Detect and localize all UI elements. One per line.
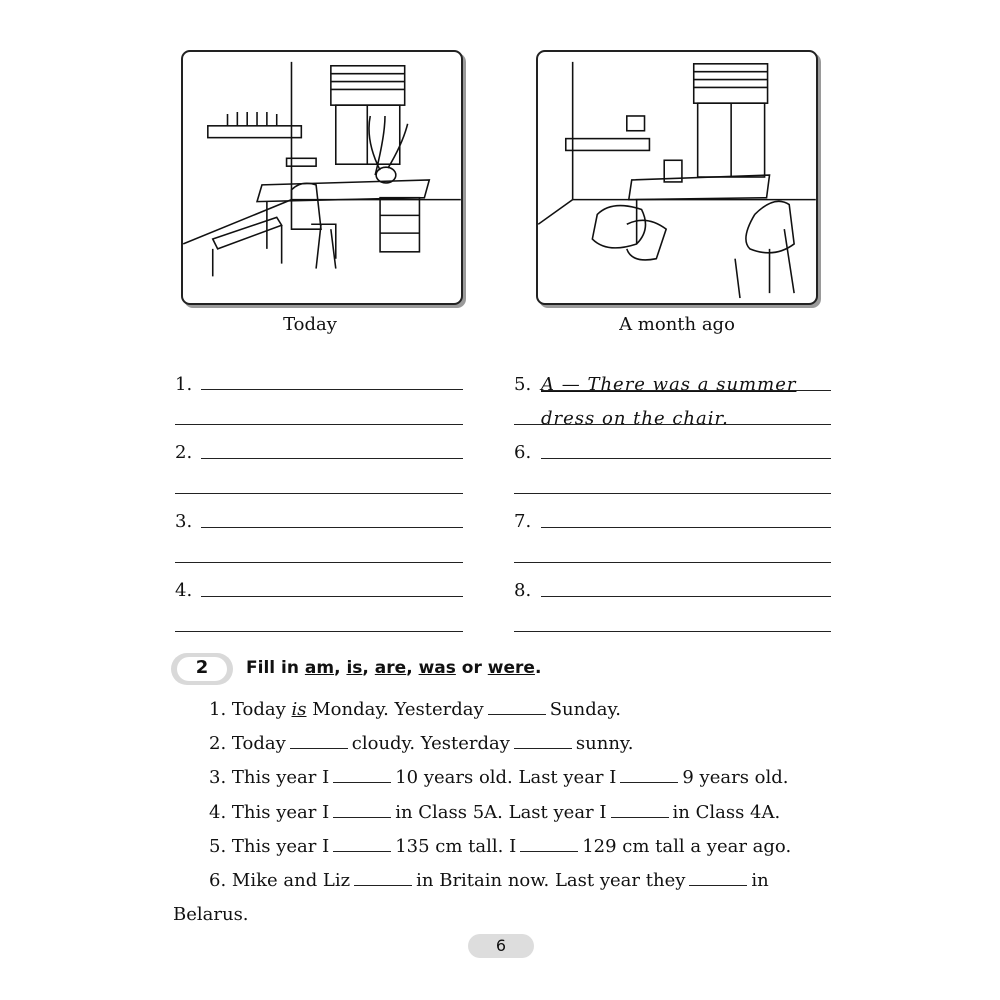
item-text: in Class 4A. [672, 802, 781, 823]
item-text: 129 cm tall a year ago. [582, 836, 792, 857]
exercise-item-2 [209, 733, 633, 754]
blank-field[interactable] [689, 871, 747, 886]
exercise-item-6 [209, 870, 769, 891]
blank-field[interactable] [488, 700, 546, 715]
answer-number: 8. [514, 580, 532, 601]
answer-2-line-b[interactable] [175, 493, 463, 494]
answer-3-line-b[interactable] [175, 562, 463, 563]
item-text: 9 years old. [682, 767, 789, 788]
exercise-number: 2 [195, 657, 209, 678]
exercise-item-3 [209, 767, 789, 788]
item-text: in [751, 870, 769, 891]
answer-8-line-b[interactable] [514, 631, 831, 632]
blank-field[interactable] [514, 734, 572, 749]
blank-field[interactable] [611, 803, 669, 818]
room-today-illustration [183, 52, 461, 303]
answer-number: 2. [175, 442, 193, 463]
answer-7-line-b[interactable] [514, 562, 831, 563]
answer-7-line-a[interactable] [541, 527, 831, 528]
answer-6-line-b[interactable] [514, 493, 831, 494]
answer-1-line-a[interactable] [201, 389, 463, 390]
answer-number: 3. [175, 511, 193, 532]
item-text: 4. This year I [209, 802, 330, 823]
item-text: Monday. Yesterday [306, 699, 484, 720]
blank-field[interactable] [333, 768, 391, 783]
answer-5-example-line1: A — There was a summer [541, 374, 797, 395]
answer-5-line-b [514, 424, 831, 425]
answer-number: 1. [175, 374, 193, 395]
answer-2-line-a[interactable] [201, 458, 463, 459]
item-text: 6. Mike and Liz [209, 870, 351, 891]
answer-5-example-line2: dress on the chair. [541, 408, 729, 429]
exercise-instruction: Fill in am, is, are, was or were. [246, 658, 542, 678]
answer-8-line-a[interactable] [541, 596, 831, 597]
answer-4-line-b[interactable] [175, 631, 463, 632]
picture-month-ago [536, 50, 818, 305]
item-text: cloudy. Yesterday [351, 733, 510, 754]
answer-5-line-a [541, 390, 831, 391]
blank-field[interactable] [290, 734, 348, 749]
blank-field[interactable] [333, 803, 391, 818]
room-month-ago-illustration [538, 52, 816, 303]
answer-number: 5. [514, 374, 532, 395]
blank-field[interactable] [520, 837, 578, 852]
instruction-prefix: Fill in [246, 658, 305, 678]
blank-field[interactable] [333, 837, 391, 852]
answer-number: 4. [175, 580, 193, 601]
answer-number: 6. [514, 442, 532, 463]
item-text: Sunday. [549, 699, 621, 720]
item-text: 10 years old. Last year I [395, 767, 617, 788]
word-was: was [418, 658, 456, 678]
exercise-number-badge [171, 653, 233, 685]
page-number: 6 [468, 934, 534, 958]
picture-today [181, 50, 463, 305]
item-text: 3. This year I [209, 767, 330, 788]
item-text: in Class 5A. Last year I [395, 802, 607, 823]
item-text: in Britain now. Last year they [416, 870, 686, 891]
answer-number: 7. [514, 511, 532, 532]
item-text: 1. Today [209, 699, 292, 720]
item-text: 135 cm tall. I [395, 836, 517, 857]
blank-field[interactable] [354, 871, 412, 886]
item-text: sunny. [575, 733, 634, 754]
item-text: 5. This year I [209, 836, 330, 857]
blank-field[interactable] [620, 768, 678, 783]
answer-4-line-a[interactable] [201, 596, 463, 597]
caption-month-ago: A month ago [619, 314, 735, 335]
word-am: am [304, 658, 335, 678]
word-are: are [374, 658, 407, 678]
caption-today: Today [283, 314, 337, 335]
exercise-item-6-continuation: Belarus. [173, 904, 249, 925]
exercise-item-1 [209, 699, 621, 720]
item-text: 2. Today [209, 733, 286, 754]
word-is: is [346, 658, 363, 678]
word-were: were [487, 658, 535, 678]
exercise-item-4 [209, 802, 780, 823]
answer-1-line-b[interactable] [175, 424, 463, 425]
filled-answer: is [291, 699, 307, 720]
exercise-item-5 [209, 836, 791, 857]
answer-6-line-a[interactable] [541, 458, 831, 459]
answer-3-line-a[interactable] [201, 527, 463, 528]
